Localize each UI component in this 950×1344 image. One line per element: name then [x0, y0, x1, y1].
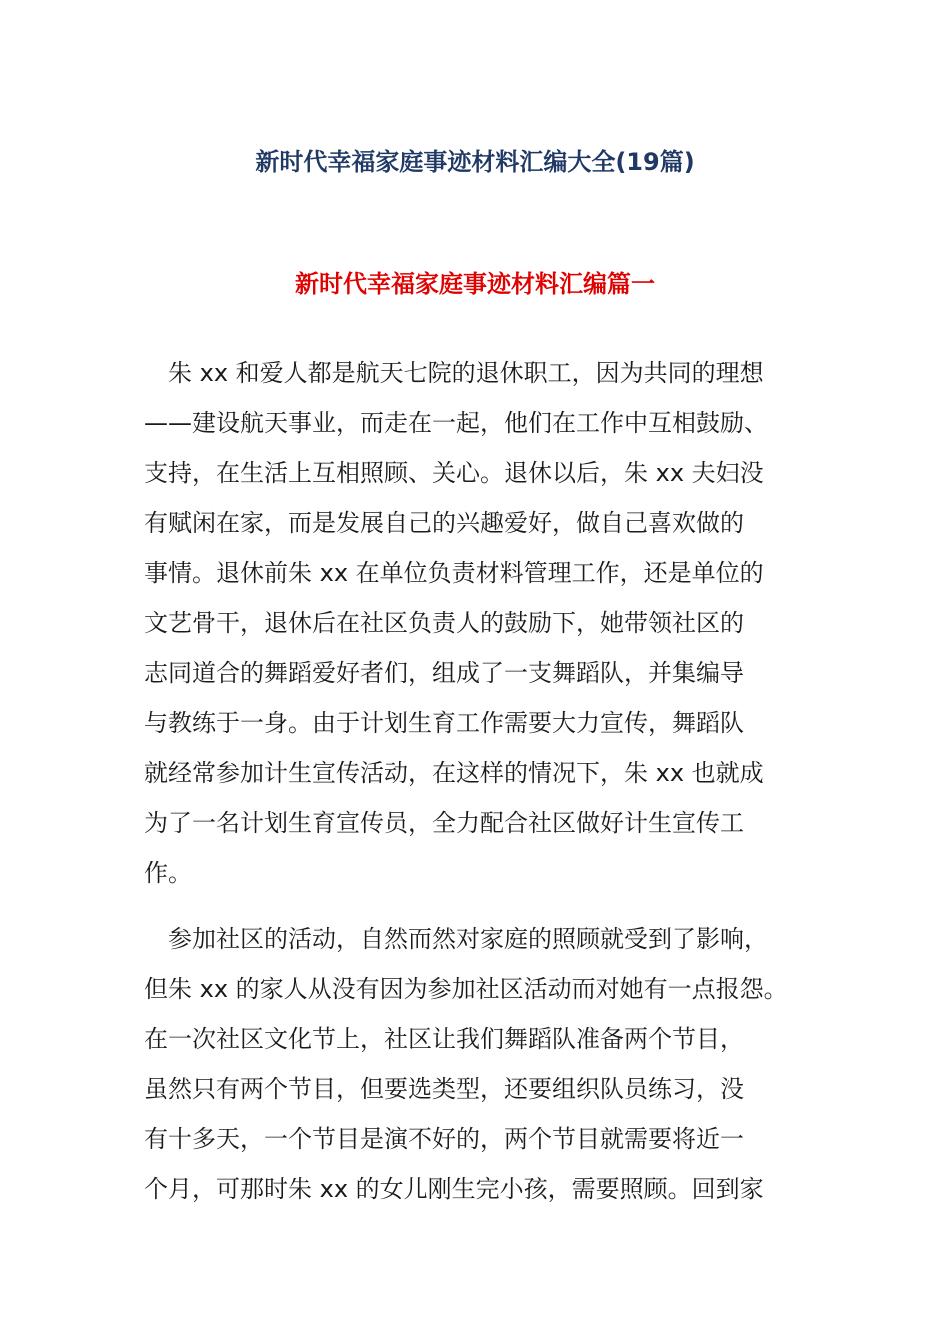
paragraph-line: 朱 xx 和爱人都是航天七院的退休职工，因为共同的理想	[144, 359, 764, 387]
paragraph-line: 文艺骨干，退休后在社区负责人的鼓励下，她带领社区的	[144, 609, 744, 637]
paragraph-line: 志同道合的舞蹈爱好者们，组成了一支舞蹈队，并集编导	[144, 659, 744, 687]
paragraph-line: ——建设航天事业，而走在一起，他们在工作中互相鼓励、	[144, 409, 768, 437]
document-title: 新时代幸福家庭事迹材料汇编大全(19篇)	[255, 148, 695, 176]
paragraph-line: 与教练于一身。由于计划生育工作需要大力宣传，舞蹈队	[144, 709, 744, 737]
paragraph-line: 支持，在生活上互相照顾、关心。退休以后，朱 xx 夫妇没	[144, 459, 764, 487]
paragraph-line: 但朱 xx 的家人从没有因为参加社区活动而对她有一点报怨。	[144, 975, 788, 1003]
paragraph-line: 为了一名计划生育宣传员，全力配合社区做好计生宣传工	[144, 809, 744, 837]
paragraph-line: 在一次社区文化节上，社区让我们舞蹈队准备两个节目，	[144, 1025, 744, 1053]
paragraph-line: 就经常参加计生宣传活动，在这样的情况下，朱 xx 也就成	[144, 759, 764, 787]
paragraph-line: 作。	[144, 859, 192, 887]
section-title: 新时代幸福家庭事迹材料汇编篇一	[295, 270, 655, 298]
paragraph-2	[144, 914, 824, 1214]
paragraph-line: 虽然只有两个节目，但要选类型，还要组织队员练习，没	[144, 1075, 744, 1103]
paragraph-line: 事情。退休前朱 xx 在单位负责材料管理工作，还是单位的	[144, 559, 764, 587]
paragraph-1	[144, 348, 824, 898]
paragraph-line: 个月，可那时朱 xx 的女儿刚生完小孩，需要照顾。回到家	[144, 1175, 764, 1203]
paragraph-line: 有赋闲在家，而是发展自己的兴趣爱好，做自己喜欢做的	[144, 509, 744, 537]
paragraph-line: 参加社区的活动，自然而然对家庭的照顾就受到了影响，	[144, 925, 768, 953]
paragraph-line: 有十多天，一个节目是演不好的，两个节目就需要将近一	[144, 1125, 744, 1153]
